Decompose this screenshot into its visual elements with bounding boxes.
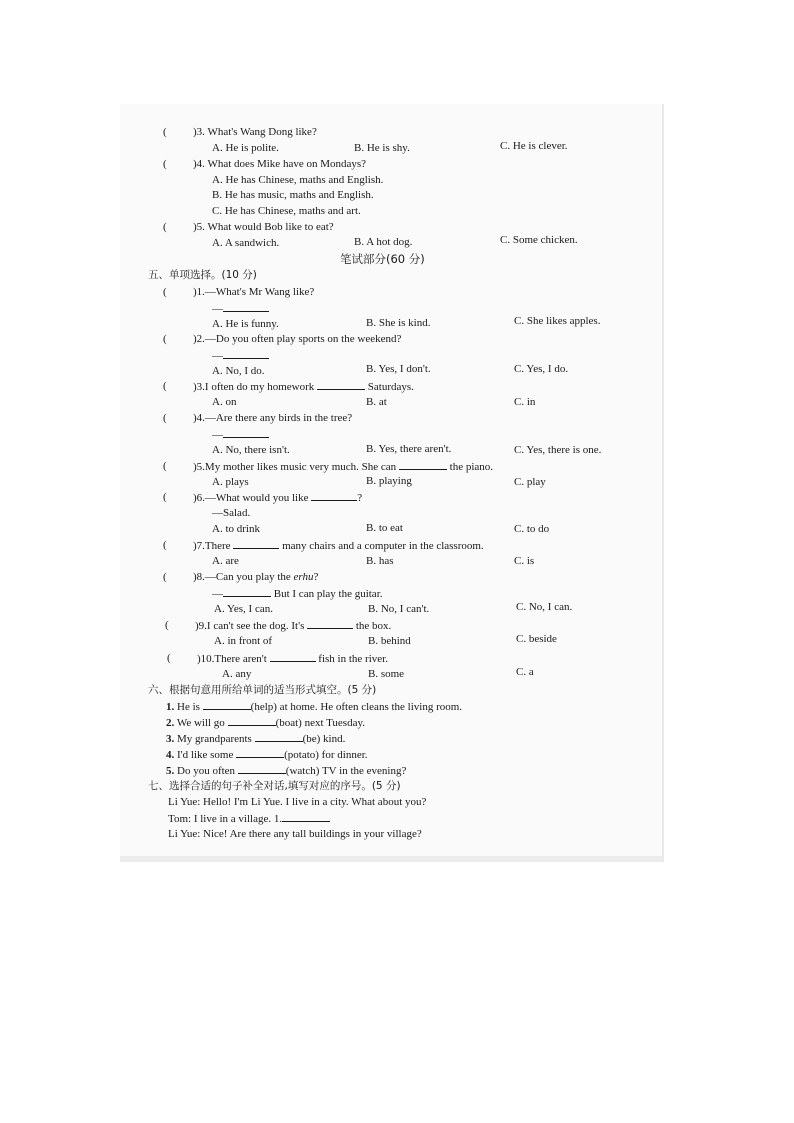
paren: ( — [163, 126, 167, 138]
option-c: C. He has Chinese, maths and art. — [212, 205, 361, 217]
option-b: B. playing — [366, 475, 412, 487]
option-a: A. Yes, I can. — [214, 603, 273, 615]
option-a: A. A sandwich. — [212, 237, 280, 249]
question-stem: )9.I can't see the dog. It's the box. — [195, 620, 392, 632]
question-stem: )1.—What's Mr Wang like? — [193, 286, 315, 298]
fill-item-2: 2. We will go (boat) next Tuesday. — [166, 717, 365, 729]
option-a: A. He is funny. — [212, 318, 279, 330]
paren: ( — [163, 539, 167, 551]
option-c: C. Yes, there is one. — [514, 444, 602, 456]
option-c: C. play — [514, 476, 546, 488]
option-a: A. No, there isn't. — [212, 444, 290, 456]
answer-reply: — — [212, 427, 269, 442]
paren: ( — [163, 158, 167, 170]
fill-item-3: 3. My grandparents (be) kind. — [166, 733, 346, 745]
question-stem: )10.There aren't fish in the river. — [197, 653, 388, 665]
answer-reply: — But I can play the guitar. — [212, 588, 383, 600]
option-b: B. No, I can't. — [368, 603, 430, 615]
option-b: B. has — [366, 555, 394, 567]
option-b: B. behind — [368, 635, 411, 647]
written-part-heading: 笔试部分(60 分) — [340, 252, 425, 266]
answer-reply: —Salad. — [212, 507, 251, 519]
option-a: A. are — [212, 555, 239, 567]
option-c: C. Some chicken. — [500, 234, 578, 246]
paren: ( — [167, 652, 171, 664]
dialogue-line-2: Tom: I live in a village. 1. — [168, 811, 330, 826]
option-c: C. in — [514, 396, 536, 408]
option-c: C. He is clever. — [500, 140, 568, 152]
question-stem: )4.—Are there any birds in the tree? — [193, 412, 353, 424]
paren: ( — [163, 491, 167, 503]
option-a: A. to drink — [212, 523, 260, 535]
answer-reply: — — [212, 301, 269, 316]
section-7-heading: 七、选择合适的句子补全对话,填写对应的序号。(5 分) — [148, 780, 401, 792]
option-a: A. any — [222, 668, 252, 680]
fill-item-5: 5. Do you often (watch) TV in the evening? — [166, 765, 407, 777]
option-b: B. He is shy. — [354, 142, 410, 154]
option-a: A. in front of — [214, 635, 273, 647]
option-a: A. He has Chinese, maths and English. — [212, 174, 384, 186]
paren: ( — [163, 571, 167, 583]
option-a: A. plays — [212, 476, 249, 488]
dialogue-line-3: Li Yue: Nice! Are there any tall buildings in your village? — [168, 828, 422, 840]
option-c: C. to do — [514, 523, 550, 535]
paren: ( — [165, 619, 169, 631]
paren: ( — [163, 460, 167, 472]
dialogue-line-1: Li Yue: Hello! I'm Li Yue. I live in a city. What about you? — [168, 796, 427, 808]
question-stem: )7.There many chairs and a computer in the classroom. — [193, 540, 484, 552]
paren: ( — [163, 380, 167, 392]
option-b: B. Yes, there aren't. — [366, 443, 452, 455]
option-c: C. No, I can. — [516, 601, 573, 613]
option-b: B. to eat — [366, 522, 403, 534]
option-a: A. on — [212, 396, 237, 408]
option-c: C. a — [516, 666, 534, 678]
paren: ( — [163, 333, 167, 345]
section-5-heading: 五、单项选择。(10 分) — [148, 269, 257, 281]
question-stem: )6.—What would you like ? — [193, 492, 363, 504]
answer-reply: — — [212, 348, 269, 363]
option-c: C. is — [514, 555, 535, 567]
section-6-heading: 六、根据句意用所给单词的适当形式填空。(5 分) — [148, 684, 377, 696]
option-b: B. She is kind. — [366, 317, 431, 329]
option-a: A. No, I do. — [212, 365, 265, 377]
fill-item-4: 4. I'd like some (potato) for dinner. — [166, 749, 368, 761]
option-a: A. He is polite. — [212, 142, 279, 154]
question-stem: )5.My mother likes music very much. She can the piano. — [193, 461, 494, 473]
question-stem: )5. What would Bob like to eat? — [193, 221, 334, 233]
paren: ( — [163, 221, 167, 233]
question-stem: )3. What's Wang Dong like? — [193, 126, 317, 138]
paren: ( — [163, 412, 167, 424]
option-b: B. Yes, I don't. — [366, 363, 431, 375]
question-stem: )2.—Do you often play sports on the weekend? — [193, 333, 402, 345]
option-b: B. A hot dog. — [354, 236, 413, 248]
option-c: C. Yes, I do. — [514, 363, 569, 375]
option-c: C. She likes apples. — [514, 315, 601, 327]
question-stem: )4. What does Mike have on Mondays? — [193, 158, 367, 170]
question-stem: )8.—Can you play the erhu? — [193, 571, 319, 583]
question-stem: )3.I often do my homework Saturdays. — [193, 381, 414, 393]
option-b: B. He has music, maths and English. — [212, 189, 374, 201]
option-c: C. beside — [516, 633, 557, 645]
option-b: B. some — [368, 668, 405, 680]
option-b: B. at — [366, 396, 387, 408]
paren: ( — [163, 286, 167, 298]
fill-item-1: 1. He is (help) at home. He often cleans the living room. — [166, 701, 463, 713]
